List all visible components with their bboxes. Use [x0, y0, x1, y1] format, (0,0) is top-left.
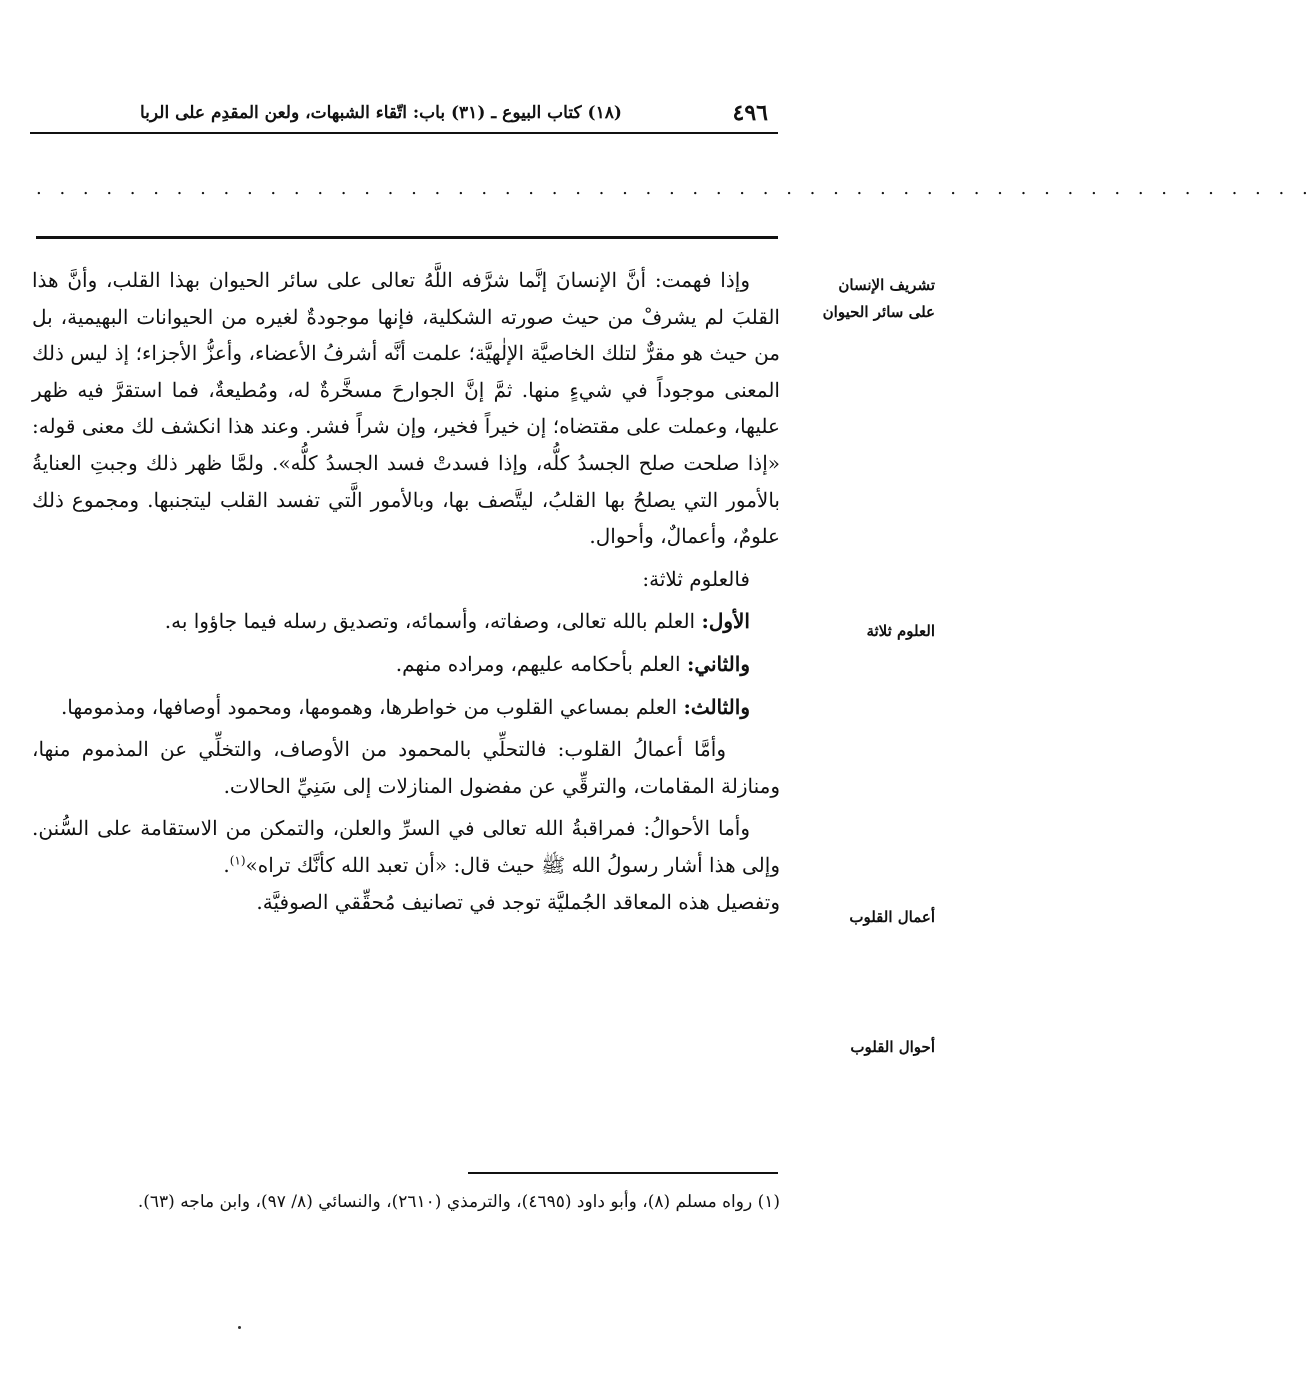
label-first: الأول:	[701, 609, 750, 634]
margin-note-three-sciences: العلوم ثلاثة	[866, 622, 935, 640]
paragraph-heart-states	[32, 810, 780, 883]
footnote-ref[interactable]: (١)	[229, 853, 246, 868]
margin-note-heart-states: أحوال القلوب	[850, 1038, 935, 1056]
label-second: والثاني:	[686, 651, 750, 676]
margin-note-human-honor: تشريف الإنسان على سائر الحيوان	[822, 276, 935, 321]
label-third: والثالث:	[683, 694, 750, 719]
ellipsis-separator: . . . . . . . . . . . . . . . . . . . . . . . . . . . . . . . . . . . . . . . . . . . . . . . . . . . . . . .	[36, 178, 1314, 199]
paragraph-third-science	[32, 689, 780, 726]
page-number: ٤٩٦	[732, 100, 768, 126]
footnote-1: (١) رواه مسلم (٨)، وأبو داود (٤٦٩٥)، والترمذي (٢٦١٠)، والنسائي (٨/ ٩٧)، وابن ماجه (٦٣).	[137, 1192, 780, 1212]
paragraph-sufi-works: وتفصيل هذه المعاقد الجُمليَّة توجد في تصانيف مُحقِّقي الصوفيَّة.	[256, 889, 780, 914]
text-heart-states: وأما الأحوالُ: فمراقبةُ الله تعالى في السرِّ والعلن، والتمكن من الاستقامة على السُّنن. وإلى هذا أشار رسولُ الله ﷺ حيث قال: «أن تعبد الله كأنَّك تراه»	[32, 816, 780, 877]
main-text	[32, 262, 780, 920]
scan-speck	[238, 1326, 241, 1329]
section-divider	[36, 236, 778, 239]
text-first: العلم بالله تعالى، وصفاته، وأسمائه، وتصديق رسله فيما جاؤوا به.	[164, 609, 702, 634]
paragraph-heart-deeds: وأمَّا أعمالُ القلوب: فالتحلِّي بالمحمود من الأوصاف، والتخلِّي عن المذموم منها، ومنازلة المقامات، والترقِّي عن مفضول المنازلات إلى سَنِيِّ الحالات.	[32, 737, 780, 798]
paragraph-first-science	[32, 603, 780, 640]
page-header	[30, 100, 778, 134]
text-second: العلم بأحكامه عليهم، ومراده منهم.	[395, 651, 687, 676]
paragraph-heart-honor: وإذا فهمت: أنَّ الإنسانَ إنَّما شرَّفه اللَّهُ تعالى على سائر الحيوان بهذا القلب، وأنَّ هذا القلبَ لم يشرفْ من حيث صورته الشكلية، فإنها موجودةٌ لغيره من الحيوانات البهيمية، بل من حيث هو مقرٌّ لتلك الخاصيَّة الإلٰهيَّة؛ علمت أنَّه أشرفُ الأعضاء، وأعزُّ الأجزاء؛ إذ ليس ذلك المعنى موجوداً في شيءٍ منها. ثمَّ إنَّ الجوارحَ مسخَّرةٌ له، ومُطيعةٌ، فما استقرَّ فيه ظهر عليها، وعملت على مقتضاه؛ إن خيراً فخير، وإن شراً فشر. وعند هذا انكشف لك معنى قوله: «إذا صلحت صلح الجسدُ كلُّه، وإذا فسدتْ فسد الجسدُ كلُّه». ولمَّا ظهر ذلك وجبتِ العنايةُ بالأمور التي يصلحُ بها القلبُ، ليتَّصف بها، وبالأمور الَّتي تفسد القلب ليتجنبها. ومجموع ذلك علومٌ، وأعمالٌ، وأحوال.	[32, 268, 780, 549]
text-third: العلم بمساعي القلوب من خواطرها، وهمومها، ومحمود أوصافها، ومذمومها.	[60, 694, 684, 719]
running-title: (١٨) كتاب البيوع ـ (٣١) باب: اتّقاء الشبهات، ولعن المقدِم على الربا	[140, 103, 622, 123]
paragraph-second-science	[32, 646, 780, 683]
footnote-divider	[468, 1172, 778, 1174]
text-heart-states-end: .	[223, 852, 230, 877]
paragraph-sciences-intro: فالعلوم ثلاثة:	[642, 566, 750, 591]
margin-note-heart-deeds: أعمال القلوب	[849, 908, 935, 926]
